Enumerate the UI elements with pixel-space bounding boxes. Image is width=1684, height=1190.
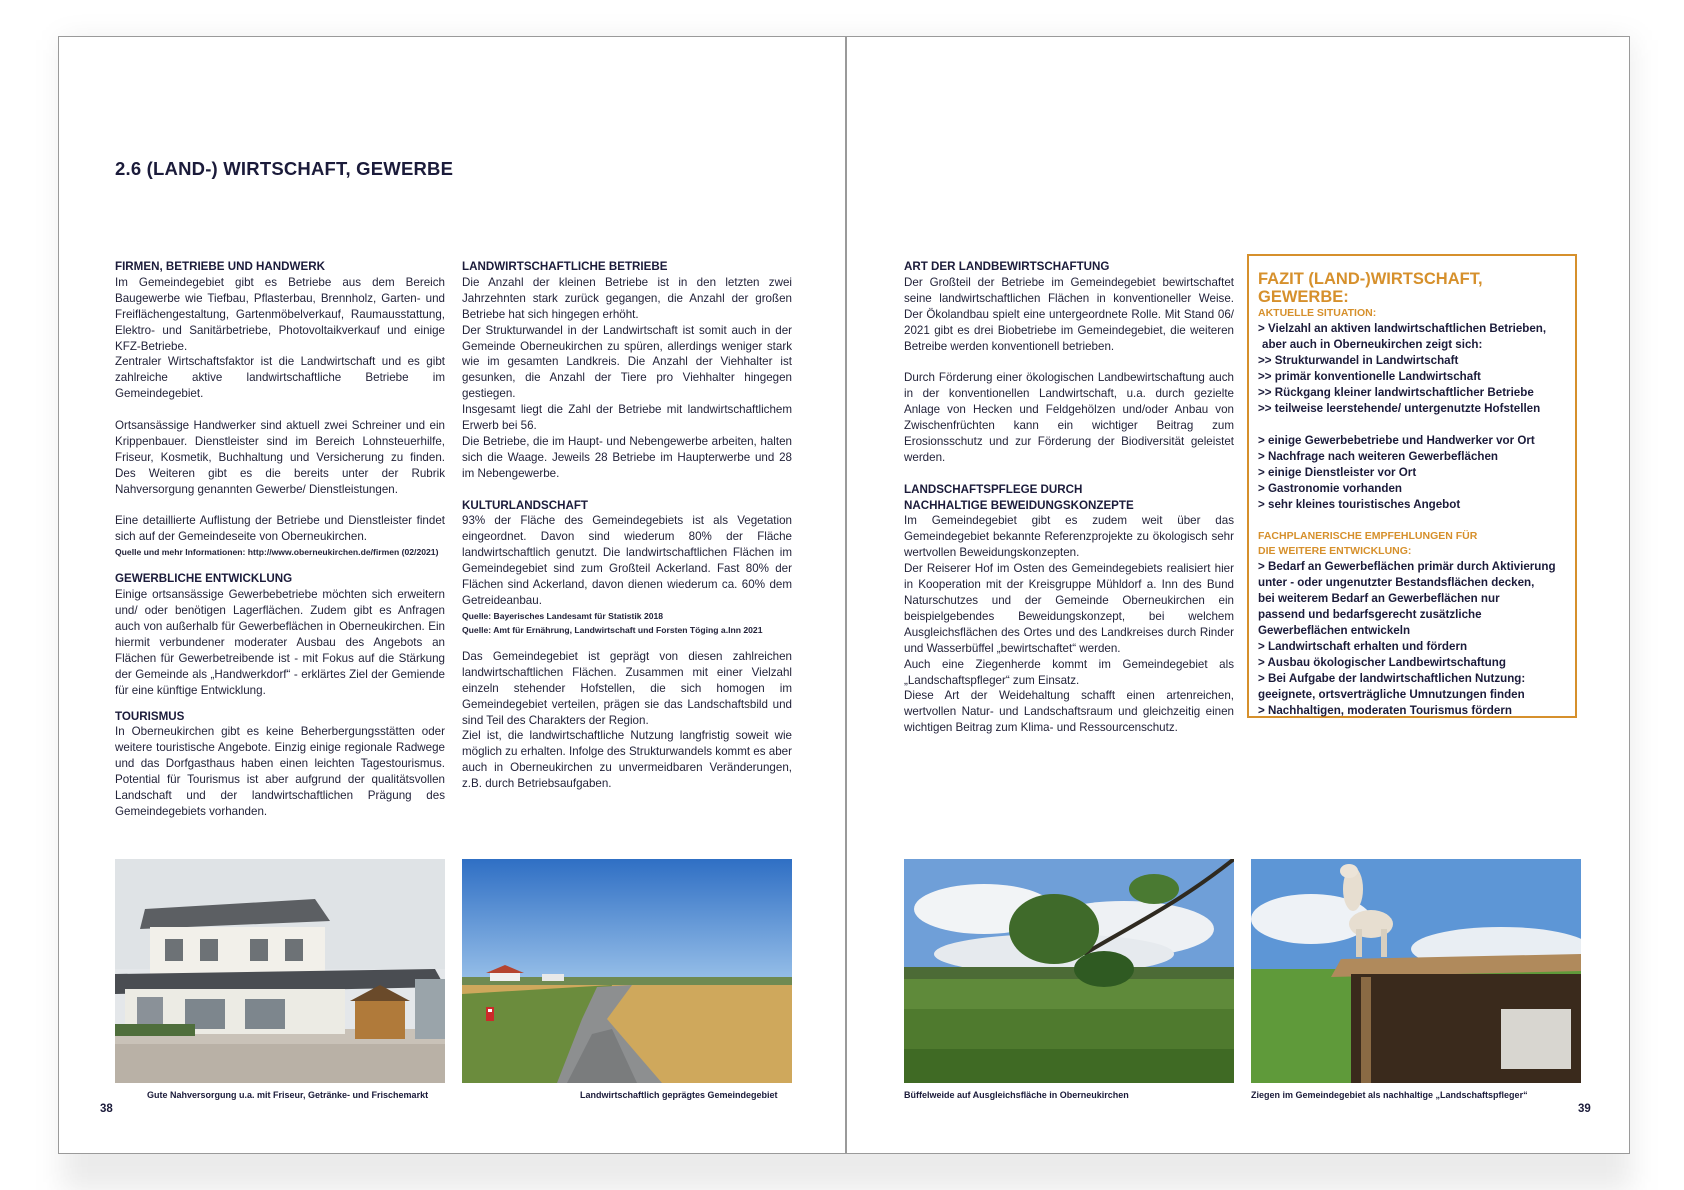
photo-country-road [462, 859, 792, 1083]
fazit-subheading-empfehlungen: FACHPLANERISCHE EMPFEHLUNGEN FÜR [1258, 530, 1478, 542]
column-firmen [115, 259, 445, 820]
paragraph: Die Anzahl der kleinen Betriebe ist in den letzten zwei Jahrzehnten stark zurück gegangen, die Anzahl der großen Betriebe hat sich hingegen erhöht. [462, 275, 792, 321]
fazit-item: > Gastronomie vorhanden [1258, 482, 1402, 495]
fazit-item: > sehr kleines touristisches Angebot [1258, 498, 1461, 511]
source-note: Quelle und mehr Informationen: http://www.oberneukirchen.de/firmen (02/2021) [115, 547, 439, 558]
fazit-item: >> primär konventionelle Landwirtschaft [1258, 370, 1481, 383]
paragraph: Auch eine Ziegenherde kommt im Gemeindegebiet als „Landschaftspfleger“ zum Einsatz. [904, 657, 1234, 687]
fazit-item: >> Strukturwandel in Landwirtschaft [1258, 354, 1459, 367]
heading-landwirtschaft: LANDWIRTSCHAFTLICHE BETRIEBE [462, 260, 668, 273]
paragraph: Diese Art der Weidehaltung schafft einen artenreichen, wertvollen Natur- und Landschaftsraum und gleichzeitig einen wichtigen Beitrag zum Klima- und Ressourcenschutz. [904, 689, 1234, 735]
fazit-item: passend und bedarfsgerecht zusätzliche [1258, 608, 1482, 621]
goat-illustration [1251, 859, 1581, 1083]
shop-building-illustration [115, 859, 445, 1083]
page-fold [845, 36, 847, 1154]
fazit-item: aber auch in Oberneukirchen zeigt sich: [1262, 338, 1483, 351]
paragraph: Einige ortsansässige Gewerbebetriebe möchten sich erweitern und/ oder benötigen Lagerflächen. Zudem gibt es Anfragen auch von außerhalb für Gewerbeflächen in Oberneukirchen. Ein hiermit verbundener moderater Ausbau des Angebots an Flächen für Gewerbetreibende ist - mit Fokus auf die Stärkung der Gemeinde als „Handwerkdorf“ - erklärtes Ziel der Gemiende für eine künftige Entwicklung. [115, 588, 445, 697]
source-note: Quelle: Amt für Ernährung, Landwirtschaft und Forsten Töging a.Inn 2021 [462, 624, 763, 635]
fazit-item: > einige Dienstleister vor Ort [1258, 466, 1417, 479]
heading-pflege-line2: NACHHALTIGE BEWEIDUNGSKONZEPTE [904, 498, 1134, 512]
paragraph: Der Reiserer Hof im Osten des Gemeindegebiets realisiert hier in Kooperation mit der Kreisgruppe Mühldorf a. Inn des Bund Naturschutzes und der Gemeinde Oberneukirchen ein beispielgebendes Beweidungskonzept, bei welchem Ausgleichsflächen des Ortes und des Landkreises durch Rinder und Wasserbüffel „bewirtschaftet“ werden. [904, 562, 1234, 655]
fazit-subheading-situation: AKTUELLE SITUATION: [1258, 307, 1377, 319]
fazit-item: >> Rückgang kleiner landwirtschaftlicher Betriebe [1258, 386, 1534, 399]
section-title: 2.6 (LAND-) WIRTSCHAFT, GEWERBE [115, 158, 454, 179]
heading-pflege-line1: LANDSCHAFTSPFLEGE DURCH [904, 482, 1083, 496]
fazit-item: > Ausbau ökologischer Landbewirtschaftung [1258, 656, 1506, 669]
paragraph: Zentraler Wirtschaftsfaktor ist die Landwirtschaft und es gibt zahlreiche aktive landwirtschaftliche Betriebe im Gemeindegebiet. [115, 355, 445, 401]
paragraph: Eine detaillierte Auflistung der Betriebe und Dienstleister findet sich auf der Gemeindeseite von Oberneukirchen. [115, 514, 445, 544]
column-landwirtschaft [462, 259, 792, 792]
paragraph: Die Betriebe, die im Haupt- und Nebengewerbe arbeiten, halten sich die Waage. Jeweils 28 Betriebe im Haupterwerbe und 28 im Nebengewerbe. [462, 434, 792, 480]
paragraph: Im Gemeindegebiet gibt es zudem weit über das Gemeindegebiet bekannte Referenzprojekte zu ökologisch sehr wertvollen Beweidungskonzepten. [904, 514, 1234, 560]
page-number-right: 39 [1578, 1103, 1591, 1115]
caption-photo1: Gute Nahversorgung u.a. mit Friseur, Getränke- und Frischemarkt [147, 1090, 429, 1100]
fazit-item: > Landwirtschaft erhalten und fördern [1258, 640, 1468, 653]
paragraph: Im Gemeindegebiet gibt es Betriebe aus dem Bereich Baugewerbe wie Tiefbau, Pflasterbau, Brennholz, Garten- und Freiflächengestaltung, Gartenmöbelverkauf, Raumausstattung, Elektro- und Sanitärbetriebe, Photovoltaikverkauf und einige KFZ-Betriebe. [115, 275, 445, 353]
fazit-item: geeignete, ortsverträgliche Umnutzungen finden [1258, 688, 1525, 701]
paragraph: 93% der Fläche des Gemeindegebiets ist als Vegetation eingeordnet. Davon sind wiederum 80% der Fläche landwirtschaftlich genutzt. Die landwirtschaftlichen Flächen im Gemeindegebiet sind zum Großteil Ackerland. Fast 80% der Flächen sind Ackerland, davon dienen wiederum ca. 60% dem Getreideanbau. [462, 514, 792, 608]
paragraph: Ziel ist, die landwirtschaftliche Nutzung langfristig soweit wie möglich zu erhalten. Infolge des Strukturwandels kommt es aber auch in Oberneukirchen zu unvermeidbaren Veränderungen, z.B. durch Betriebsaufgaben. [462, 729, 792, 791]
fazit-box [1247, 254, 1577, 718]
paragraph: In Oberneukirchen gibt es keine Beherbergungsstätten oder weitere touristische Angebote. Einzig einige regionale Radwege und das Dorfgasthaus haben einen leichten Tagestourismus. Potential für Tourismus ist aber aufgrund der qualitätsvollen Landschaft und der landwirtschaftlichen Prägung des Gemeindegebiets vorhanden. [115, 725, 445, 818]
fazit-item: Gewerbeflächen entwickeln [1258, 624, 1411, 637]
column-landbewirtschaftung [904, 259, 1234, 736]
paragraph: Ortsansässige Handwerker sind aktuell zwei Schreiner und ein Krippenbauer. Dienstleister sind im Bereich Lohnsteuerhilfe, Friseur, Kosmetik, Buchhaltung und Versicherung zu finden. Des Weiteren gibt es die bereits unter der Rubrik Nahversorgung genannten Gewerbe/ Dienstleistungen. [115, 419, 445, 496]
fazit-item: > Nachhaltigen, moderaten Tourismus fördern [1258, 704, 1512, 717]
source-note: Quelle: Bayerisches Landesamt für Statistik 2018 [462, 610, 664, 621]
fazit-item: bei weiterem Bedarf an Gewerbeflächen nur [1258, 592, 1500, 605]
page-number-left: 38 [100, 1103, 113, 1115]
fazit-item: > einige Gewerbebetriebe und Handwerker vor Ort [1258, 434, 1535, 447]
paragraph: Durch Förderung einer ökologischen Landbewirtschaftung auch in der konventionellen Landwirtschaft, u.a. durch gezielte Anlage von Hecken und Feldgehölzen und/oder Anbau von Zwischenfrüchten kann ein wichtiger Beitrag zum Erosionsschutz und zur Förderung der Biodiversität geleistet werden. [904, 371, 1234, 464]
heading-art: ART DER LANDBEWIRTSCHAFTUNG [904, 260, 1110, 273]
heading-gewerbe: GEWERBLICHE ENTWICKLUNG [115, 572, 293, 586]
pasture-illustration [904, 859, 1234, 1083]
paragraph: Das Gemeindegebiet ist geprägt von diesen zahlreichen landwirtschaftlichen Flächen. Zusammen mit einer Vielzahl einzeln stehender Hofstellen, die sich homogen im Gemeindegebiet verteilen, prägen sie das Landschaftsbild und sind Teil des Charakters der Region. [462, 649, 792, 727]
paragraph: Insgesamt liegt die Zahl der Betriebe mit landwirtschaftlichem Erwerb bei 56. [462, 403, 792, 433]
caption-photo3: Büffelweide auf Ausgleichsfläche in Oberneukirchen [904, 1090, 1129, 1100]
heading-tourismus: TOURISMUS [115, 709, 185, 723]
photo-shop-building [115, 859, 445, 1083]
fazit-item: > Vielzahl an aktiven landwirtschaftlichen Betrieben, [1258, 322, 1547, 335]
paragraph: Der Strukturwandel in der Landwirtschaft ist somit auch in der Gemeinde Oberneukirchen zu spüren, allerdings weniger stark wie im gesamten Landkreis. Die Anzahl der Viehhalter ist gesunken, die Anzahl der Tiere pro Viehhalter hingegen gestiegen. [462, 323, 792, 401]
caption-photo2: Landwirtschaftlich geprägtes Gemeindegebiet [580, 1090, 778, 1100]
photo-buffalo-pasture [904, 859, 1234, 1083]
heading-firmen: FIRMEN, BETRIEBE UND HANDWERK [115, 260, 325, 273]
fazit-item: > Bedarf an Gewerbeflächen primär durch Aktivierung [1258, 560, 1556, 573]
photo-goat-shelter [1251, 859, 1581, 1083]
caption-photo4: Ziegen im Gemeindegebiet als nachhaltige „Landschaftspfleger“ [1251, 1090, 1528, 1100]
fazit-subheading-empfehlungen-2: DIE WEITERE ENTWICKLUNG: [1258, 545, 1412, 557]
fazit-title: FAZIT (LAND-)WIRTSCHAFT, GEWERBE: [1258, 270, 1483, 306]
fazit-item: >> teilweise leerstehende/ untergenutzte Hofstellen [1258, 402, 1541, 415]
heading-kulturlandschaft: KULTURLANDSCHAFT [462, 498, 589, 512]
country-road-illustration [462, 859, 792, 1083]
fazit-item: > Bei Aufgabe der landwirtschaftlichen Nutzung: [1258, 672, 1526, 685]
paragraph: Der Großteil der Betriebe im Gemeindegebiet bewirtschaftet seine landwirtschaftlichen Flächen in konventioneller Weise. Der Ökolandbau spielt eine untergeordnete Rolle. Mit Stand 06/ 2021 gibt es drei Biobetriebe im Gemeindegebiet, die weiteren Betreibe werden konventionell betrieben. [904, 275, 1234, 353]
fazit-item: > Nachfrage nach weiteren Gewerbeflächen [1258, 450, 1499, 463]
fazit-item: unter - oder ungenutzter Bestandsflächen decken, [1258, 576, 1535, 589]
